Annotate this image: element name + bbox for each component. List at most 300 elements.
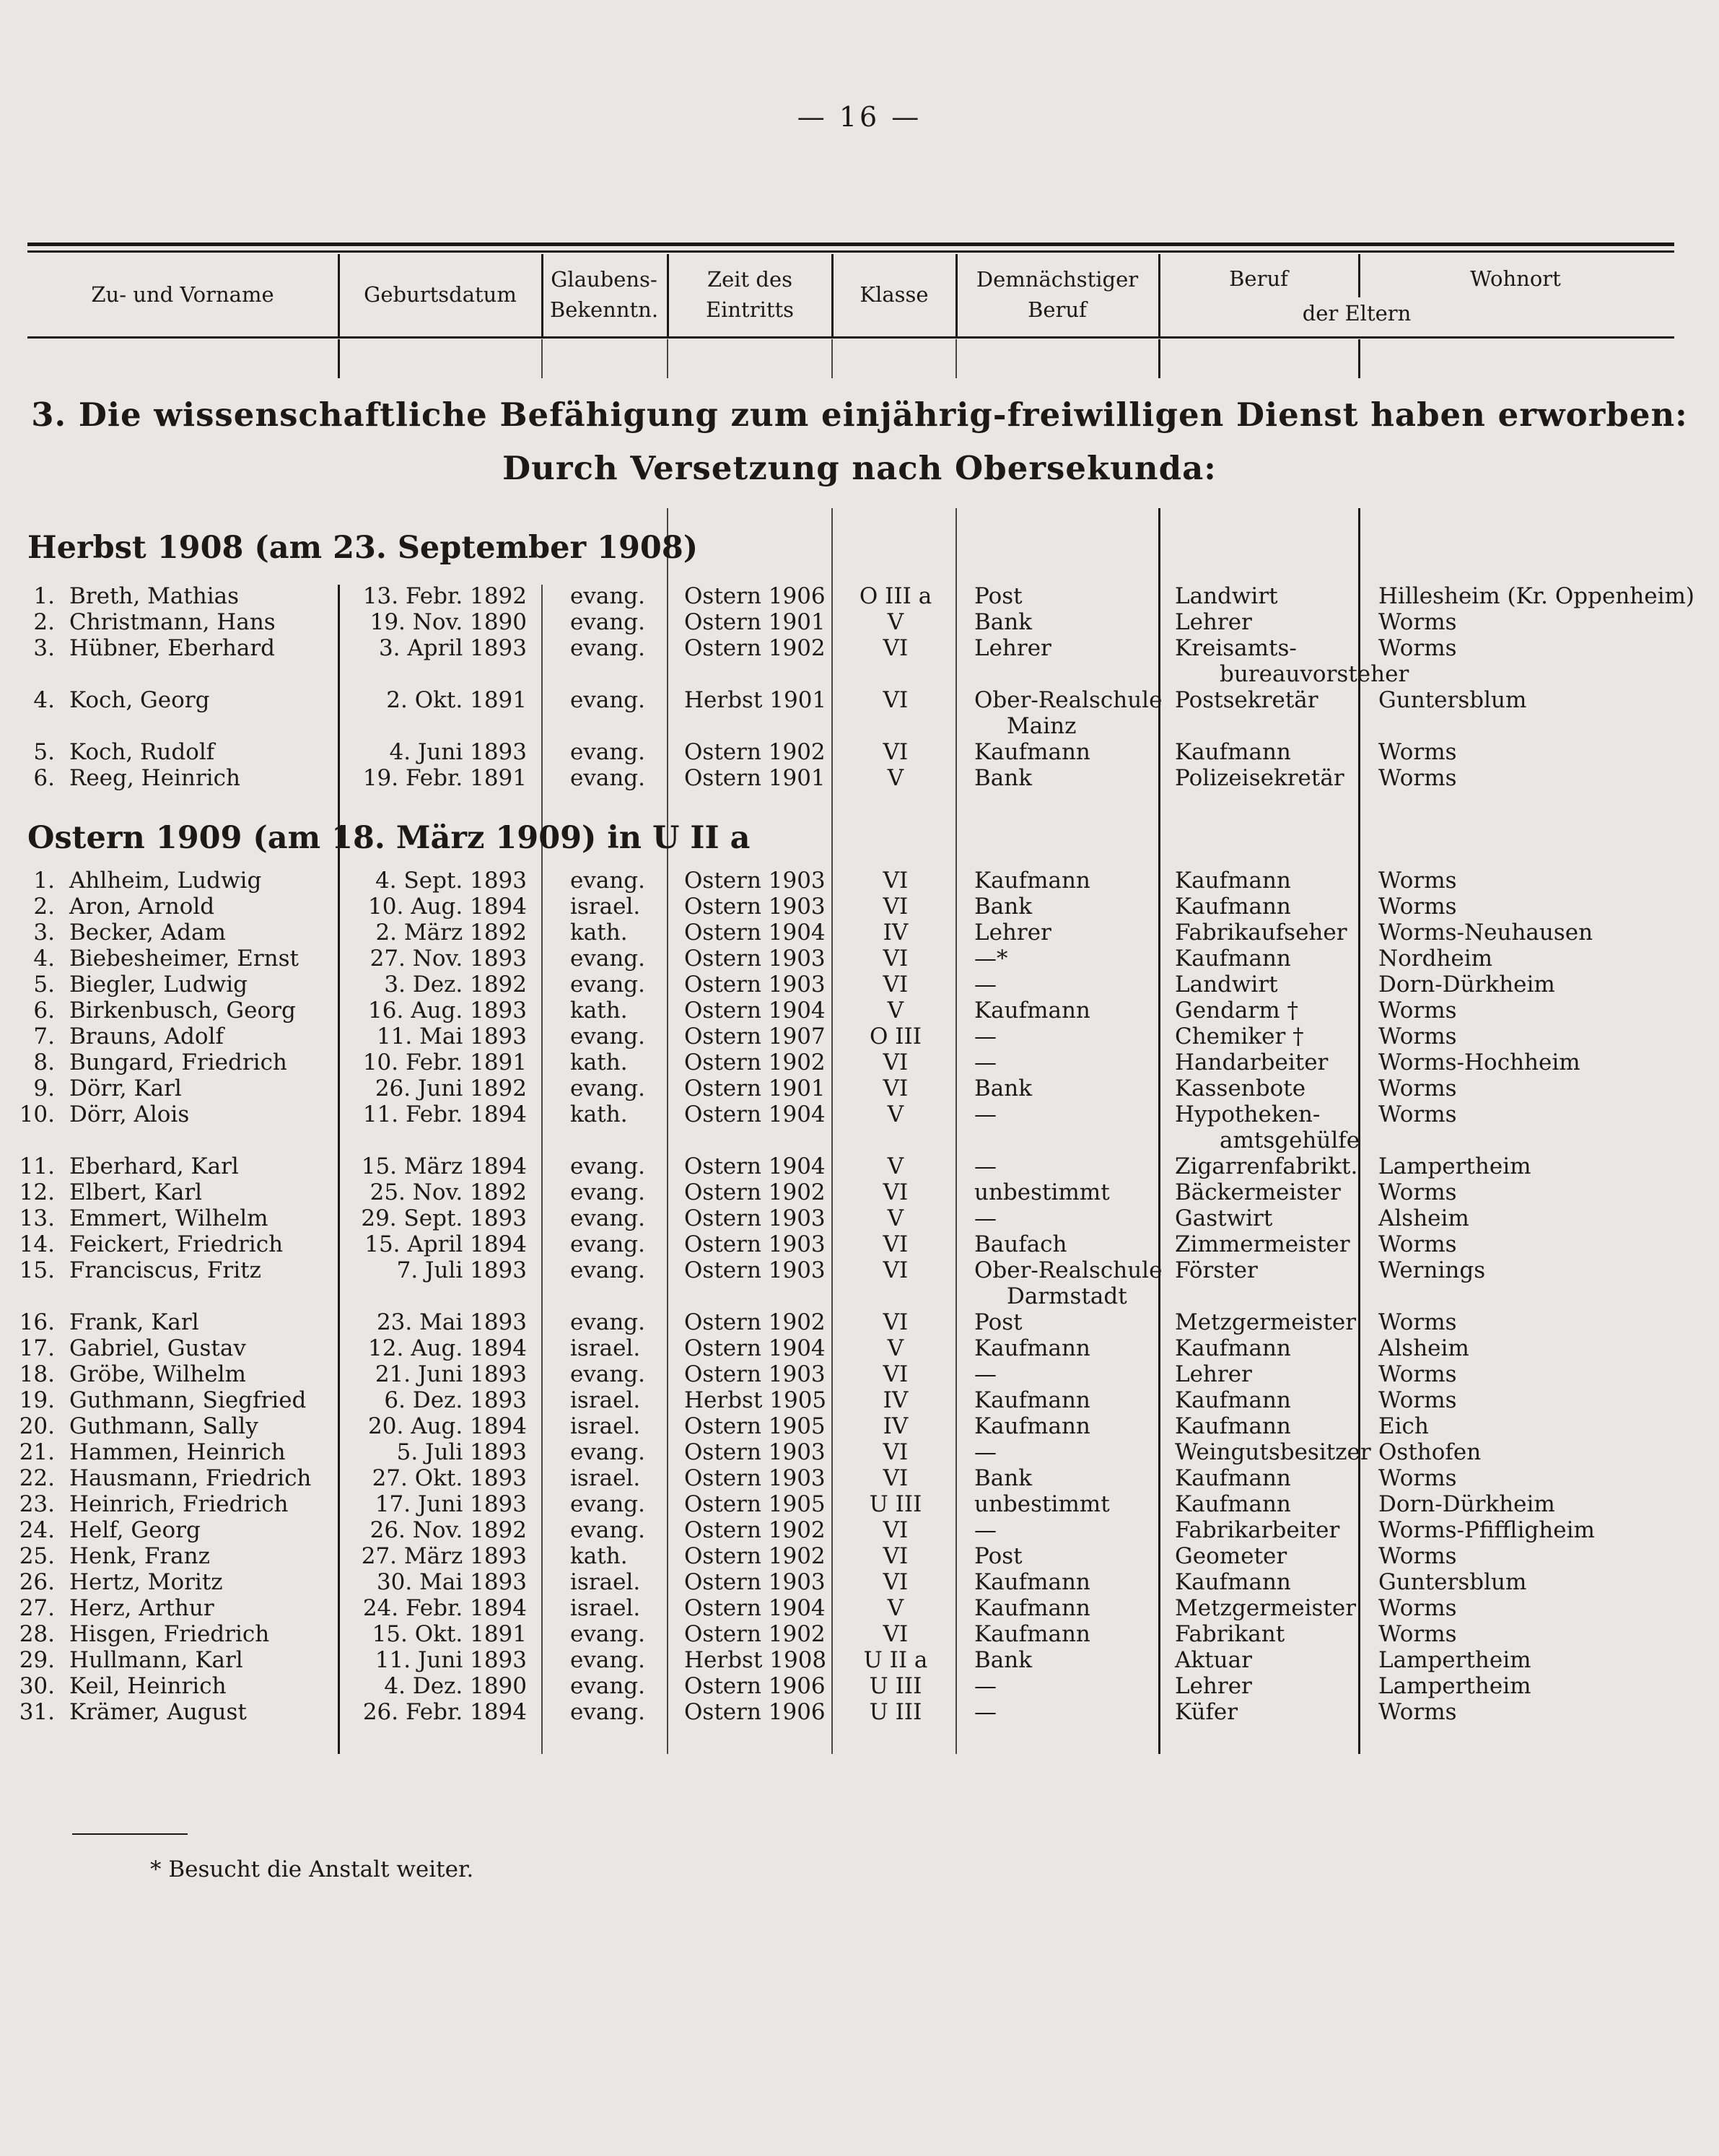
- entry-parent-job: Metzgermeister: [1175, 1595, 1357, 1621]
- entry-name: Krämer, August: [69, 1699, 247, 1725]
- entry-name: Bungard, Friedrich: [69, 1049, 287, 1075]
- entry-parent-job: Kaufmann: [1175, 1335, 1291, 1361]
- entry-name: Guthmann, Siegfried: [69, 1387, 307, 1413]
- entry-birthdate: 26. Nov. 1892: [369, 1517, 527, 1543]
- entry-class: V: [887, 998, 904, 1024]
- entry-birthdate: 13. Febr. 1892: [362, 583, 527, 609]
- entry-date: Ostern 1902: [684, 1179, 826, 1205]
- entry-confession: evang.: [570, 1621, 646, 1647]
- entry-parent-job: Fabrikarbeiter: [1175, 1517, 1340, 1543]
- entry-parent-job: Hypotheken-: [1175, 1101, 1321, 1127]
- entry-date: Ostern 1905: [684, 1413, 826, 1439]
- entry-birthdate: 15. Okt. 1891: [372, 1621, 527, 1647]
- entry-date: Ostern 1902: [684, 1517, 826, 1543]
- entry-name: Herz, Arthur: [69, 1595, 214, 1621]
- entry-name: Emmert, Wilhelm: [69, 1205, 268, 1231]
- entry-number: 5.: [33, 739, 55, 765]
- entry-name: Feickert, Friedrich: [69, 1231, 284, 1257]
- header-tick: [1358, 339, 1360, 378]
- entry-number: 25.: [19, 1543, 55, 1569]
- entry-number: 6.: [33, 998, 55, 1024]
- entry-career: —: [974, 1361, 997, 1387]
- entry-date: Ostern 1905: [684, 1491, 826, 1517]
- entry-home: Eich: [1378, 1413, 1429, 1439]
- entry-number: 29.: [19, 1647, 55, 1673]
- entry-confession: evang.: [570, 765, 646, 791]
- entry-date: Ostern 1902: [684, 739, 826, 765]
- entry-career: unbestimmt: [974, 1491, 1110, 1517]
- entry-name: Franciscus, Fritz: [69, 1257, 261, 1283]
- entry-class: VI: [883, 1075, 909, 1101]
- entry-date: Ostern 1903: [684, 946, 826, 972]
- entry-confession: evang.: [570, 635, 646, 661]
- top-double-rule: [27, 243, 1674, 246]
- entry-birthdate: 7. Juli 1893: [396, 1257, 527, 1283]
- entry-class: VI: [883, 1231, 909, 1257]
- entry-birthdate: 11. Febr. 1894: [362, 1101, 527, 1127]
- entry-confession: evang.: [570, 972, 646, 998]
- entry-date: Ostern 1902: [684, 1049, 826, 1075]
- entry-number: 3.: [33, 635, 55, 661]
- entry-date: Ostern 1904: [684, 1101, 826, 1127]
- header-divider: [1158, 254, 1160, 336]
- entry-confession: israel.: [570, 1413, 641, 1439]
- entry-class: U III: [869, 1699, 922, 1725]
- entry-name: Brauns, Adolf: [69, 1024, 224, 1049]
- entry-name: Biebesheimer, Ernst: [69, 946, 299, 972]
- page-number: — 16 —: [797, 101, 922, 133]
- entry-name: Becker, Adam: [69, 920, 226, 946]
- entry-parent-job: Postsekretär: [1175, 687, 1318, 713]
- entry-parent-job: Lehrer: [1175, 609, 1252, 635]
- entry-class: VI: [883, 1179, 909, 1205]
- entry-number: 12.: [19, 1179, 55, 1205]
- entry-confession: evang.: [570, 1257, 646, 1283]
- entry-number: 15.: [19, 1257, 55, 1283]
- entry-class: V: [887, 1205, 904, 1231]
- entry-career: —: [974, 1517, 997, 1543]
- entry-number: 11.: [19, 1153, 55, 1179]
- entry-name: Koch, Rudolf: [69, 739, 215, 765]
- entry-name: Birkenbusch, Georg: [69, 998, 296, 1024]
- entry-name: Elbert, Karl: [69, 1179, 203, 1205]
- entry-confession: evang.: [570, 1179, 646, 1205]
- entry-date: Ostern 1906: [684, 583, 826, 609]
- header-tick: [541, 339, 543, 378]
- entry-number: 30.: [19, 1673, 55, 1699]
- entry-birthdate: 30. Mai 1893: [376, 1569, 527, 1595]
- entry-class: VI: [883, 894, 909, 920]
- entry-class: VI: [883, 1257, 909, 1283]
- column-line-entry: [831, 508, 833, 1754]
- entry-career: Bank: [974, 1465, 1033, 1491]
- entry-birthdate: 25. Nov. 1892: [369, 1179, 527, 1205]
- entry-name: Henk, Franz: [69, 1543, 210, 1569]
- entry-name: Frank, Karl: [69, 1309, 199, 1335]
- header-divider: [831, 254, 834, 336]
- entry-class: IV: [883, 1413, 909, 1439]
- group-title-ostern-1909: Ostern 1909 (am 18. März 1909) in U II a: [27, 820, 751, 856]
- entry-birthdate: 15. April 1894: [364, 1231, 527, 1257]
- entry-class: VI: [883, 1465, 909, 1491]
- entry-class: VI: [883, 946, 909, 972]
- entry-home: Worms: [1378, 1543, 1457, 1569]
- entry-home: Worms-Hochheim: [1378, 1049, 1580, 1075]
- entry-number: 17.: [19, 1335, 55, 1361]
- entry-career-continuation: Mainz: [1007, 713, 1077, 739]
- entry-birthdate: 29. Sept. 1893: [361, 1205, 527, 1231]
- entry-home: Worms: [1378, 894, 1457, 920]
- header-class: Klasse: [859, 282, 929, 307]
- entry-home: Guntersblum: [1378, 1569, 1527, 1595]
- entry-date: Ostern 1903: [684, 1569, 826, 1595]
- entry-number: 13.: [19, 1205, 55, 1231]
- entry-birthdate: 10. Aug. 1894: [368, 894, 527, 920]
- header-entry-line2: Eintritts: [705, 297, 795, 322]
- entry-date: Ostern 1904: [684, 1335, 826, 1361]
- entry-confession: evang.: [570, 1075, 646, 1101]
- entry-name: Breth, Mathias: [69, 583, 240, 609]
- entry-date: Ostern 1903: [684, 894, 826, 920]
- entry-number: 6.: [33, 765, 55, 791]
- entry-career: unbestimmt: [974, 1179, 1110, 1205]
- header-bottom-rule: [27, 336, 1674, 339]
- entry-date: Ostern 1904: [684, 920, 826, 946]
- entry-parent-job: Kreisamts-: [1175, 635, 1297, 661]
- entry-date: Ostern 1901: [684, 609, 826, 635]
- entry-number: 14.: [19, 1231, 55, 1257]
- entry-name: Keil, Heinrich: [69, 1673, 227, 1699]
- entry-number: 16.: [19, 1309, 55, 1335]
- entry-career: Bank: [974, 894, 1033, 920]
- entry-birthdate: 3. April 1893: [378, 635, 527, 661]
- entry-confession: israel.: [570, 1465, 641, 1491]
- entry-date: Ostern 1904: [684, 998, 826, 1024]
- entry-career: Kaufmann: [974, 1595, 1090, 1621]
- entry-class: O III: [869, 1024, 922, 1049]
- entry-date: Ostern 1902: [684, 1543, 826, 1569]
- entry-home: Worms: [1378, 1699, 1457, 1725]
- entry-date: Ostern 1903: [684, 1231, 826, 1257]
- entry-home: Worms: [1378, 1101, 1457, 1127]
- header-divider: [667, 254, 669, 336]
- entry-confession: evang.: [570, 946, 646, 972]
- entry-birthdate: 27. Nov. 1893: [369, 946, 527, 972]
- entry-parent-job: Metzgermeister: [1175, 1309, 1357, 1335]
- entry-birthdate: 5. Juli 1893: [396, 1439, 527, 1465]
- entry-parent-job: Lehrer: [1175, 1361, 1252, 1387]
- entry-birthdate: 3. Dez. 1892: [384, 972, 527, 998]
- entry-class: IV: [883, 1387, 909, 1413]
- footnote-rule: [72, 1833, 188, 1835]
- entry-number: 3.: [33, 920, 55, 946]
- entry-birthdate: 23. Mai 1893: [376, 1309, 527, 1335]
- entry-home: Worms: [1378, 1621, 1457, 1647]
- header-divider: [1358, 254, 1360, 297]
- entry-class: V: [887, 1101, 904, 1127]
- header-divider: [541, 254, 543, 336]
- entry-career: —: [974, 1205, 997, 1231]
- entry-confession: kath.: [570, 1543, 628, 1569]
- entry-confession: evang.: [570, 583, 646, 609]
- entry-confession: evang.: [570, 1491, 646, 1517]
- entry-parent-job: Lehrer: [1175, 1673, 1252, 1699]
- entry-name: Koch, Georg: [69, 687, 210, 713]
- entry-confession: kath.: [570, 998, 628, 1024]
- entry-home: Worms: [1378, 868, 1457, 894]
- entry-date: Ostern 1901: [684, 1075, 826, 1101]
- entry-confession: evang.: [570, 1231, 646, 1257]
- entry-confession: evang.: [570, 1439, 646, 1465]
- entry-confession: evang.: [570, 1205, 646, 1231]
- entry-parent-job: Landwirt: [1175, 972, 1278, 998]
- entry-name: Guthmann, Sally: [69, 1413, 258, 1439]
- entry-home: Worms: [1378, 1075, 1457, 1101]
- entry-date: Herbst 1905: [684, 1387, 827, 1413]
- entry-class: VI: [883, 868, 909, 894]
- entry-class: V: [887, 1335, 904, 1361]
- entry-confession: evang.: [570, 1673, 646, 1699]
- entry-career: Baufach: [974, 1231, 1067, 1257]
- header-career-line2: Beruf: [1028, 297, 1087, 322]
- header-birth: Geburtsdatum: [364, 282, 517, 307]
- entry-class: U III: [869, 1491, 922, 1517]
- header-tick: [955, 339, 957, 378]
- entry-parent-job: Kassenbote: [1175, 1075, 1306, 1101]
- column-line-conf: [667, 508, 668, 1754]
- entry-birthdate: 21. Juni 1893: [375, 1361, 527, 1387]
- entry-career: Kaufmann: [974, 1387, 1090, 1413]
- entry-parent-job: Handarbeiter: [1175, 1049, 1329, 1075]
- entry-career: Post: [974, 1543, 1023, 1569]
- entry-parent-job: Kaufmann: [1175, 1413, 1291, 1439]
- header-parents-job: Beruf: [1229, 266, 1288, 291]
- entry-date: Ostern 1906: [684, 1673, 826, 1699]
- entry-number: 1.: [33, 583, 55, 609]
- entry-confession: evang.: [570, 1647, 646, 1673]
- entry-class: VI: [883, 1309, 909, 1335]
- entry-home: Worms: [1378, 1231, 1457, 1257]
- entry-career: Kaufmann: [974, 1621, 1090, 1647]
- entry-class: VI: [883, 1049, 909, 1075]
- header-divider: [338, 254, 340, 336]
- entry-birthdate: 11. Juni 1893: [375, 1647, 527, 1673]
- entry-career: —: [974, 1101, 997, 1127]
- header-confession-line2: Bekenntn.: [549, 297, 659, 322]
- entry-number: 7.: [33, 1024, 55, 1049]
- entry-birthdate: 10. Febr. 1891: [362, 1049, 527, 1075]
- entry-date: Ostern 1904: [684, 1153, 826, 1179]
- entry-confession: kath.: [570, 1049, 628, 1075]
- entry-confession: evang.: [570, 1309, 646, 1335]
- entry-parent-job: Bäckermeister: [1175, 1179, 1341, 1205]
- entry-class: VI: [883, 1543, 909, 1569]
- entry-career: Bank: [974, 1075, 1033, 1101]
- entry-date: Ostern 1901: [684, 765, 826, 791]
- entry-career: —: [974, 1153, 997, 1179]
- entry-name: Hübner, Eberhard: [69, 635, 276, 661]
- entry-date: Ostern 1902: [684, 1309, 826, 1335]
- column-line-birth: [541, 585, 543, 1754]
- header-divider: [955, 254, 958, 336]
- entry-career: Bank: [974, 609, 1033, 635]
- header-parents-of: der Eltern: [1302, 301, 1412, 326]
- entry-confession: evang.: [570, 1517, 646, 1543]
- entry-career: —: [974, 1024, 997, 1049]
- header-tick: [667, 339, 668, 378]
- entry-confession: evang.: [570, 739, 646, 765]
- entry-birthdate: 12. Aug. 1894: [368, 1335, 527, 1361]
- entry-number: 21.: [19, 1439, 55, 1465]
- entry-parent-job: Polizeisekretär: [1175, 765, 1344, 791]
- footnote: * Besucht die Anstalt weiter.: [150, 1856, 474, 1882]
- entry-career: —: [974, 1673, 997, 1699]
- entry-career: Post: [974, 1309, 1023, 1335]
- entry-date: Ostern 1907: [684, 1024, 826, 1049]
- top-rule-thin: [27, 250, 1674, 253]
- entry-class: VI: [883, 635, 909, 661]
- entry-class: U II a: [863, 1647, 928, 1673]
- entry-name: Gabriel, Gustav: [69, 1335, 246, 1361]
- entry-career: Lehrer: [974, 920, 1051, 946]
- entry-career: —*: [974, 946, 1008, 972]
- entry-name: Dörr, Karl: [69, 1075, 182, 1101]
- entry-birthdate: 17. Juni 1893: [375, 1491, 527, 1517]
- entry-class: V: [887, 765, 904, 791]
- entry-home: Alsheim: [1378, 1205, 1469, 1231]
- column-line-class: [955, 508, 957, 1754]
- entry-home: Worms: [1378, 1361, 1457, 1387]
- entry-birthdate: 4. Dez. 1890: [384, 1673, 527, 1699]
- entry-parent-job: Fabrikaufseher: [1175, 920, 1347, 946]
- entry-career: Lehrer: [974, 635, 1051, 661]
- entry-date: Ostern 1904: [684, 1595, 826, 1621]
- entry-parent-job-continuation: amtsgehülfe: [1220, 1127, 1360, 1153]
- header-tick: [338, 339, 340, 378]
- entry-home: Worms-Neuhausen: [1378, 920, 1593, 946]
- entry-name: Helf, Georg: [69, 1517, 201, 1543]
- entry-confession: evang.: [570, 687, 646, 713]
- entry-class: V: [887, 1153, 904, 1179]
- entry-confession: evang.: [570, 1153, 646, 1179]
- entry-home: Lampertheim: [1378, 1153, 1531, 1179]
- header-entry: [668, 257, 831, 332]
- entry-date: Herbst 1908: [684, 1647, 827, 1673]
- entry-home: Worms: [1378, 998, 1457, 1024]
- entry-class: VI: [883, 1569, 909, 1595]
- entry-date: Ostern 1903: [684, 1439, 826, 1465]
- entry-home: Worms: [1378, 1465, 1457, 1491]
- group-title-herbst-1908: Herbst 1908 (am 23. September 1908): [27, 530, 699, 566]
- entry-career: Kaufmann: [974, 1569, 1090, 1595]
- entry-career: Ober-Realschule: [974, 687, 1163, 713]
- entry-career-continuation: Darmstadt: [1007, 1283, 1127, 1309]
- entry-career: Kaufmann: [974, 1413, 1090, 1439]
- entry-confession: evang.: [570, 1699, 646, 1725]
- entry-parent-job: Zimmermeister: [1175, 1231, 1350, 1257]
- entry-home: Worms: [1378, 609, 1457, 635]
- entry-home: Osthofen: [1378, 1439, 1482, 1465]
- entry-name: Dörr, Alois: [69, 1101, 190, 1127]
- entry-birthdate: 26. Febr. 1894: [362, 1699, 527, 1725]
- header-confession: [543, 257, 665, 332]
- entry-career: Kaufmann: [974, 739, 1090, 765]
- entry-birthdate: 4. Juni 1893: [389, 739, 527, 765]
- entry-number: 19.: [19, 1387, 55, 1413]
- entry-confession: israel.: [570, 1387, 641, 1413]
- header-name: Zu- und Vorname: [91, 282, 274, 307]
- entry-number: 26.: [19, 1569, 55, 1595]
- entry-home: Worms: [1378, 1309, 1457, 1335]
- entry-parent-job: Kaufmann: [1175, 868, 1291, 894]
- entry-birthdate: 11. Mai 1893: [376, 1024, 527, 1049]
- entry-career: —: [974, 972, 997, 998]
- entry-home: Nordheim: [1378, 946, 1493, 972]
- entry-parent-job: Gastwirt: [1175, 1205, 1273, 1231]
- entry-confession: kath.: [570, 920, 628, 946]
- entry-home: Worms: [1378, 1024, 1457, 1049]
- entry-career: Post: [974, 583, 1023, 609]
- entry-number: 5.: [33, 972, 55, 998]
- entry-number: 9.: [33, 1075, 55, 1101]
- entry-parent-job: Küfer: [1175, 1699, 1238, 1725]
- entry-career: —: [974, 1439, 997, 1465]
- entry-name: Hullmann, Karl: [69, 1647, 243, 1673]
- entry-parent-job: Chemiker †: [1175, 1024, 1304, 1049]
- entry-confession: evang.: [570, 1024, 646, 1049]
- entry-class: V: [887, 1595, 904, 1621]
- entry-number: 4.: [33, 687, 55, 713]
- entry-class: VI: [883, 739, 909, 765]
- entry-number: 20.: [19, 1413, 55, 1439]
- entry-home: Worms: [1378, 1387, 1457, 1413]
- header-entry-line1: Zeit des: [707, 267, 793, 292]
- entry-birthdate: 20. Aug. 1894: [368, 1413, 527, 1439]
- entry-career: Ober-Realschule: [974, 1257, 1163, 1283]
- entry-name: Biegler, Ludwig: [69, 972, 248, 998]
- entry-name: Christmann, Hans: [69, 609, 276, 635]
- entry-name: Hammen, Heinrich: [69, 1439, 286, 1465]
- entry-parent-job: Weingutsbesitzer: [1175, 1439, 1371, 1465]
- entry-home: Alsheim: [1378, 1335, 1469, 1361]
- entry-date: Herbst 1901: [684, 687, 827, 713]
- entry-name: Ahlheim, Ludwig: [69, 868, 262, 894]
- entry-birthdate: 2. Okt. 1891: [386, 687, 527, 713]
- entry-date: Ostern 1903: [684, 1257, 826, 1283]
- entry-class: O III a: [859, 583, 932, 609]
- entry-number: 23.: [19, 1491, 55, 1517]
- entry-birthdate: 19. Nov. 1890: [369, 609, 527, 635]
- entry-name: Aron, Arnold: [69, 894, 215, 920]
- entry-number: 10.: [19, 1101, 55, 1127]
- entry-parent-job: Landwirt: [1175, 583, 1278, 609]
- entry-number: 2.: [33, 609, 55, 635]
- entry-confession: evang.: [570, 609, 646, 635]
- entry-career: Bank: [974, 765, 1033, 791]
- entry-date: Ostern 1903: [684, 1361, 826, 1387]
- header-parents-home: Wohnort: [1470, 266, 1561, 291]
- entry-number: 4.: [33, 946, 55, 972]
- entry-parent-job: Zigarrenfabrikt.: [1175, 1153, 1358, 1179]
- entry-home: Worms: [1378, 765, 1457, 791]
- entry-parent-job: Kaufmann: [1175, 1465, 1291, 1491]
- entry-birthdate: 19. Febr. 1891: [362, 765, 527, 791]
- entry-number: 1.: [33, 868, 55, 894]
- entry-date: Ostern 1903: [684, 868, 826, 894]
- header-confession-line1: Glaubens-: [551, 267, 657, 292]
- entry-class: VI: [883, 687, 909, 713]
- entry-class: V: [887, 609, 904, 635]
